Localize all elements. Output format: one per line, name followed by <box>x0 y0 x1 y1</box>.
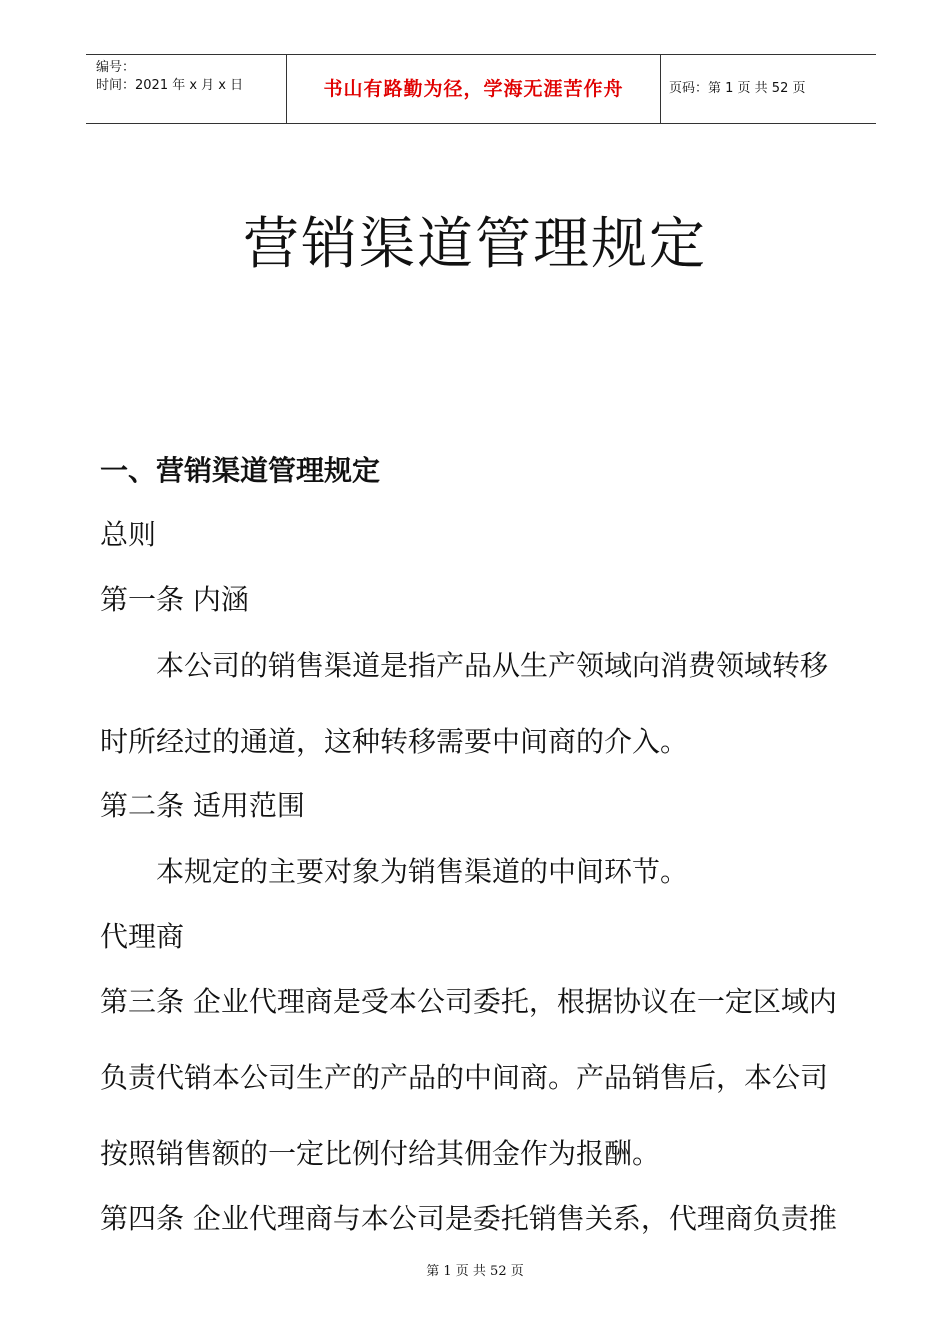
header-meta <box>86 55 287 123</box>
document-date: 时间：2021 年 x 月 x 日 <box>96 78 244 93</box>
agent-heading: 代理商 <box>100 920 185 953</box>
article-1-text: 本公司的销售渠道是指产品从生产领域向消费领域转移 <box>156 649 829 682</box>
article-3-text-end: 按照销售额的一定比例付给其佣金作为报酬。 <box>100 1137 661 1170</box>
article-2-title: 第二条 适用范围 <box>100 789 305 822</box>
document-title: 营销渠道管理规定 <box>243 212 707 277</box>
article-2-text: 本规定的主要对象为销售渠道的中间环节。 <box>156 855 689 888</box>
header-motto: 书山有路勤为径，学海无涯苦作舟 <box>287 55 661 123</box>
document-number-label: 编号： <box>96 60 136 75</box>
page-header <box>86 54 876 124</box>
article-1-text-continued: 时所经过的通道，这种转移需要中间商的介入。 <box>100 725 689 758</box>
general-heading: 总则 <box>100 518 157 551</box>
article-3-text: 第三条 企业代理商是受本公司委托，根据协议在一定区域内 <box>100 985 837 1018</box>
section-heading: 一、营销渠道管理规定 <box>100 454 381 487</box>
header-page-info: 页码：第 1 页 共 52 页 <box>669 81 806 96</box>
page-footer: 第 1 页 共 52 页 <box>426 1264 524 1279</box>
article-3-text-continued: 负责代销本公司生产的产品的中间商。产品销售后，本公司 <box>100 1061 829 1094</box>
article-4-text: 第四条 企业代理商与本公司是委托销售关系，代理商负责推 <box>100 1202 837 1235</box>
article-1-title: 第一条 内涵 <box>100 583 249 616</box>
